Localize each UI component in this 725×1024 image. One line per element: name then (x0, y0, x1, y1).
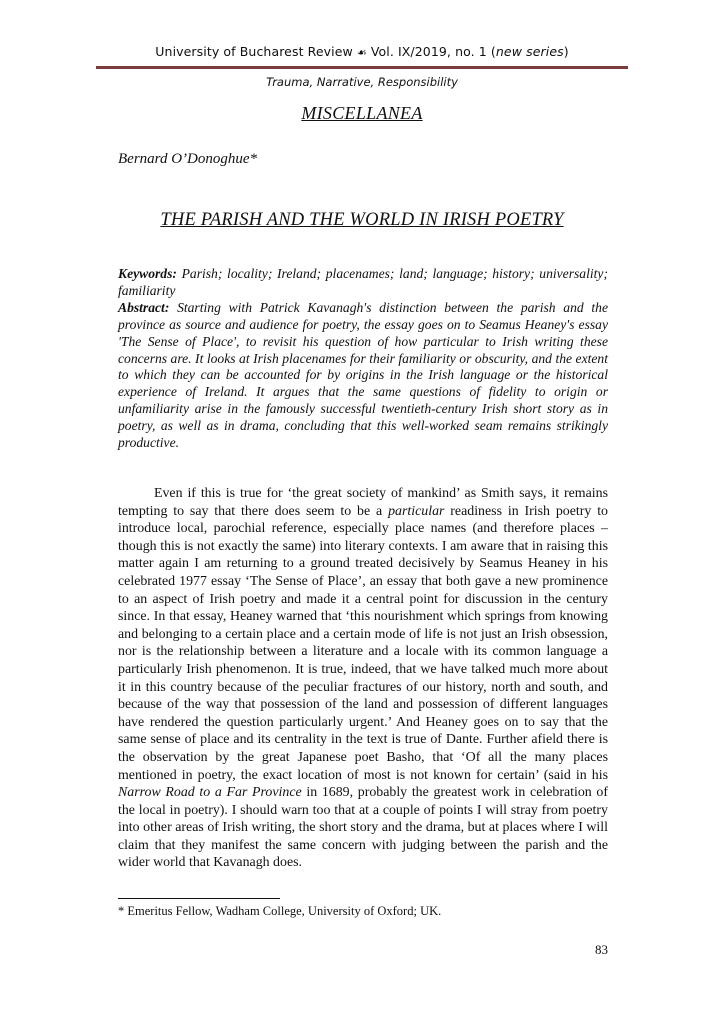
header-rule (96, 66, 628, 69)
body-text-part-1: Even if this is true for ‘the great society of mankind’ as Smith says, it remains tempting to say that there does seem to be a (118, 486, 608, 519)
body-emphasis-particular: particular (388, 503, 445, 519)
volume-prefix: Vol. IX/2019, no. 1 ( (370, 44, 496, 59)
body-text-part-2: readiness in Irish poetry to introduce local, parochial reference, especially place names (and therefore places – though this is not exactly the same) into literary contexts. I am aware that in raising this matter again I am returning to a ground treated decisively by Seamus Heaney in his celebrated 1977 essay ‘The Sense of Place’, an essay that both gave a new prominence to an aspect of Irish poetry and made it a central point for discussion in the century since. In that essay, Heaney warned that ‘this nourishment which springs from knowing and belonging to a certain place and a certain mode of life is not just an Irish obsession, nor is the relationship between a literature and a locale with its common language a particularly Irish phenomenon. It is true, indeed, that we have talked much more about it in this country because of the peculiar fractures of our history, north and south, and because of the way that possession of the land and possession of different languages have rendered the question particularly urgent.’ And Heaney goes on to say that the same sense of place and its centrality in the text is true of Dante. Further afield there is the observation by the great Japanese poet Basho, that ‘Of all the many places mentioned in poetry, the exact location of most is not known for certain’ (said in his (118, 503, 609, 783)
running-head (96, 44, 628, 59)
volume-suffix: ) (563, 44, 569, 59)
footnote-rule (118, 898, 280, 899)
page-number: 83 (595, 942, 608, 957)
body-emphasis-book-title: Narrow Road to a Far Province (118, 785, 302, 801)
abstract-text: Starting with Patrick Kavanagh's distinction between the parish and the province as source and audience for poetry, the essay goes on to Seamus Heaney's essay 'The Sense of Place', to revisit his question of how particular to Irish writing these concerns are. It looks at Irish placenames for their familiarity or obscurity, and the extent to which they can be accounted for by origins in the Irish language or the historical experience of Ireland. It argues that the same questions of fidelity to origin or unfamiliarity arise in the famously successful twentieth-century Irish short story as in poetry, as well as in drama, concluding that this well-worked seam remains strikingly productive. (118, 299, 608, 451)
body-text-part-3: in 1689, probably the greatest work in celebration of the local in poetry). I should warn too that at a couple of points I will stray from poetry into other areas of Irish writing, the short story and the drama, but at places where I will claim that they manifest the same concern with judging between the parish and the wider world that Kavanagh does. (118, 785, 608, 871)
article-title: THE PARISH AND THE WORLD IN IRISH POETRY (160, 210, 564, 230)
abstract-block (118, 266, 608, 452)
keywords (118, 266, 608, 300)
body-paragraph (118, 485, 608, 872)
author-name: Bernard O’Donoghue* (118, 151, 258, 167)
abstract-label: Abstract: (118, 299, 170, 315)
series-label: new series (495, 44, 564, 59)
footnote: * Emeritus Fellow, Wadham College, University of Oxford; UK. (118, 904, 442, 918)
keywords-text: Parish; locality; Ireland; placenames; land; language; history; universality; familiarity (118, 266, 608, 298)
section-line: Trauma, Narrative, Responsibility (266, 75, 458, 89)
leaf-ornament-icon: ☙ (356, 46, 367, 59)
body-text (118, 485, 608, 872)
section-heading: MISCELLANEA (301, 103, 423, 123)
journal-name: University of Bucharest Review (155, 44, 353, 59)
keywords-label: Keywords: (118, 266, 177, 281)
abstract (118, 300, 608, 452)
